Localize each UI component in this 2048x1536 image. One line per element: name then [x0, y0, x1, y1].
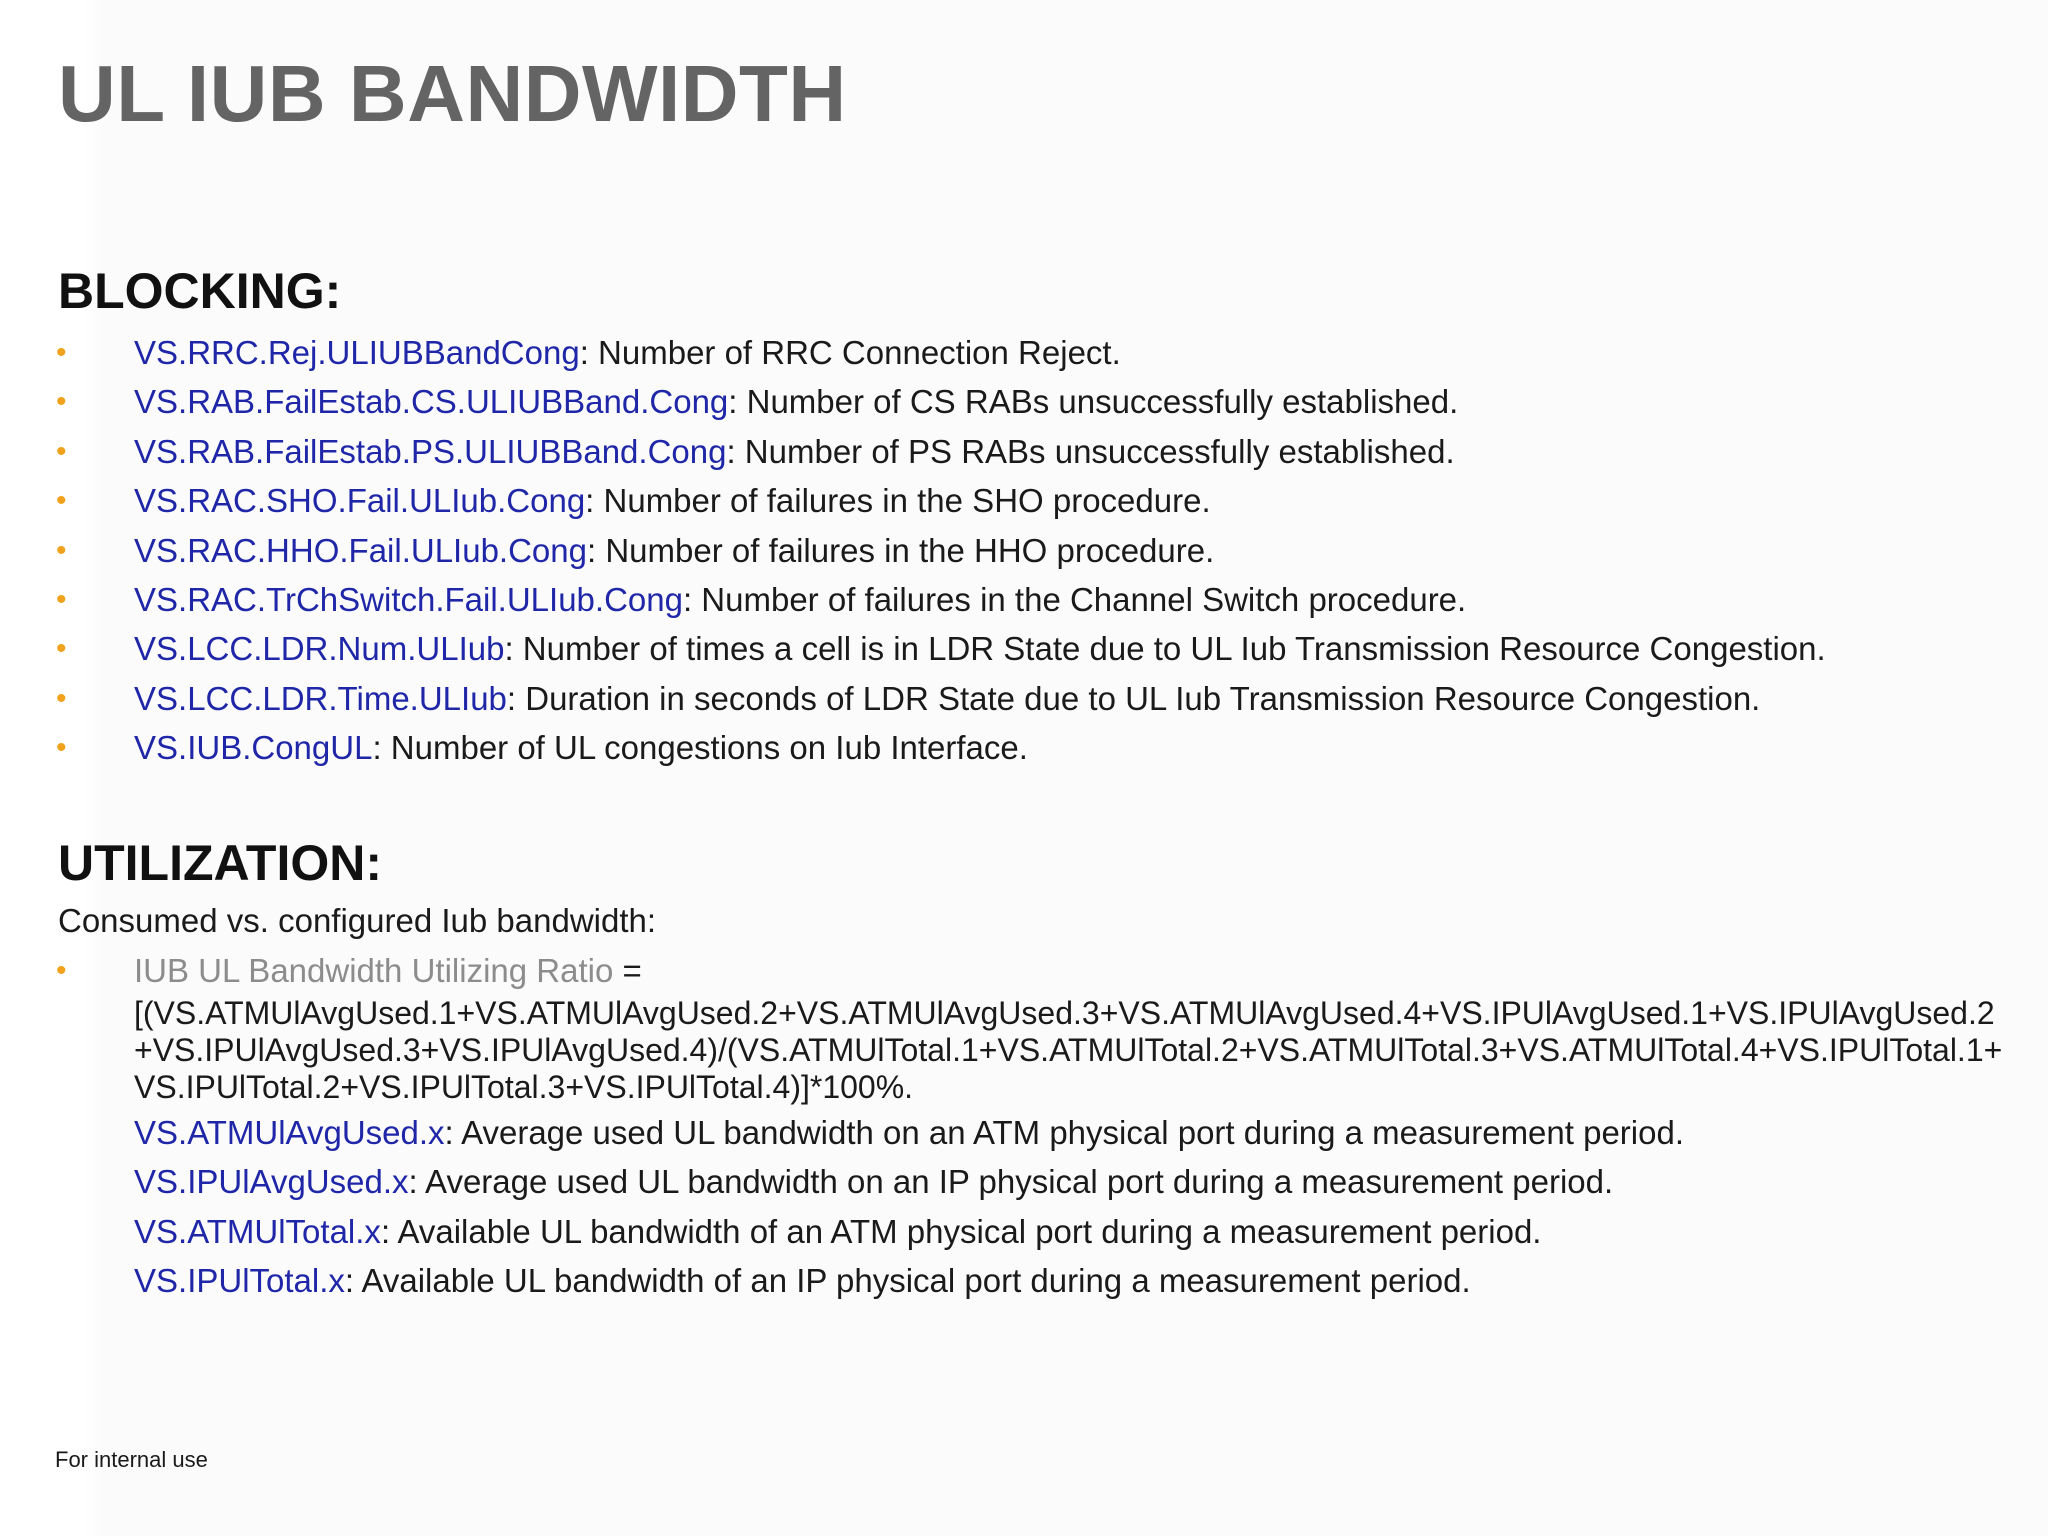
- bullet-icon: •: [56, 632, 67, 666]
- metric-description: : Number of PS RABs unsuccessfully established.: [726, 432, 1455, 470]
- metric-description: : Average used UL bandwidth on an IP physical port during a measurement period.: [408, 1163, 1614, 1201]
- metric-description: : Number of UL congestions on Iub Interface.: [372, 729, 1028, 767]
- list-item: [0, 427, 1826, 476]
- metric-description: : Average used UL bandwidth on an ATM physical port during a measurement period.: [444, 1114, 1684, 1151]
- page-title: UL IUB BANDWIDTH: [58, 49, 847, 138]
- definitions-list: [0, 1108, 1684, 1306]
- metric-description: : Number of CS RABs unsuccessfully established.: [728, 383, 1459, 421]
- bullet-icon: •: [56, 533, 67, 567]
- list-item: [0, 328, 1826, 377]
- metric-name: VS.IUB.CongUL: [134, 729, 373, 767]
- list-item: [0, 1108, 1684, 1157]
- list-item: [0, 575, 1826, 624]
- formula-name: IUB UL Bandwidth Utilizing Ratio: [134, 952, 614, 989]
- list-item: [0, 624, 1826, 673]
- bullet-icon: •: [56, 434, 67, 468]
- metric-name: VS.RAB.FailEstab.PS.ULIUBBand.Cong: [134, 432, 727, 470]
- formula-expression: [(VS.ATMUlAvgUsed.1+VS.ATMUlAvgUsed.2+VS.ATMUlAvgUsed.3+VS.ATMUlAvgUsed.4+VS.IPUlAvgUsed.1+VS.IPUlAvgUsed.2+VS.IPUlAvgUsed.3+VS.IPUlAvgUsed.4)/(VS.ATMUlTotal.1+VS.ATMUlTotal.2+VS.ATMUlTotal.3+VS.ATMUlTotal.4+VS.IPUlTotal.1+VS.IPUlTotal.2+VS.IPUlTotal.3+VS.IPUlTotal.4)]*100%.: [134, 995, 2003, 1105]
- list-item: [0, 377, 1826, 426]
- metric-description: : Available UL bandwidth of an ATM physical port during a measurement period.: [380, 1212, 1542, 1250]
- bullet-icon: •: [56, 336, 67, 369]
- list-item: [0, 674, 1826, 723]
- metric-description: : Available UL bandwidth of an IP physical port during a measurement period.: [344, 1262, 1471, 1300]
- list-item: [0, 1207, 1684, 1256]
- metric-name: VS.RAC.HHO.Fail.ULIub.Cong: [134, 531, 587, 569]
- utilization-heading: UTILIZATION:: [58, 835, 382, 891]
- metric-name: VS.LCC.LDR.Time.ULIub: [134, 679, 507, 717]
- metric-name: VS.LCC.LDR.Num.ULIub: [134, 630, 505, 668]
- bullet-icon: •: [56, 582, 67, 616]
- metric-description: : Number of failures in the Channel Switch procedure.: [682, 580, 1467, 618]
- formula-heading: [134, 946, 642, 995]
- utilization-intro: Consumed vs. configured Iub bandwidth:: [58, 902, 657, 939]
- footer-note: For internal use: [55, 1447, 208, 1472]
- list-item: [0, 1256, 1684, 1305]
- metric-description: : Number of times a cell is in LDR State due to UL Iub Transmission Resource Congestion.: [504, 630, 1826, 668]
- metric-name: VS.IPUlAvgUsed.x: [134, 1163, 409, 1201]
- metric-name: VS.ATMUlTotal.x: [134, 1212, 381, 1250]
- list-item: [0, 526, 1826, 575]
- metric-description: : Number of RRC Connection Reject.: [579, 334, 1121, 371]
- list-item: [0, 723, 1826, 772]
- metric-name: VS.RAC.TrChSwitch.Fail.ULIub.Cong: [134, 580, 683, 618]
- bullet-icon: •: [56, 484, 67, 518]
- metric-name: VS.RAB.FailEstab.CS.ULIUBBand.Cong: [134, 383, 729, 421]
- metric-name: VS.RRC.Rej.ULIUBBandCong: [134, 334, 580, 371]
- list-item: [0, 476, 1826, 525]
- metric-name: VS.RAC.SHO.Fail.ULIub.Cong: [134, 482, 586, 520]
- list-item: [0, 1157, 1684, 1206]
- formula-equals: =: [613, 952, 642, 989]
- blocking-list: [0, 328, 1826, 773]
- metric-description: : Number of failures in the HHO procedure.: [587, 531, 1215, 569]
- metric-description: : Number of failures in the SHO procedure.: [585, 482, 1211, 520]
- bullet-icon: •: [56, 731, 67, 765]
- bullet-icon: •: [56, 385, 67, 419]
- bullet-icon: •: [56, 954, 67, 987]
- blocking-heading: BLOCKING:: [58, 263, 342, 319]
- metric-name: VS.IPUlTotal.x: [134, 1262, 345, 1300]
- metric-description: : Duration in seconds of LDR State due to UL Iub Transmission Resource Congestion.: [506, 679, 1761, 717]
- bullet-icon: •: [56, 681, 67, 715]
- metric-name: VS.ATMUlAvgUsed.x: [134, 1114, 445, 1151]
